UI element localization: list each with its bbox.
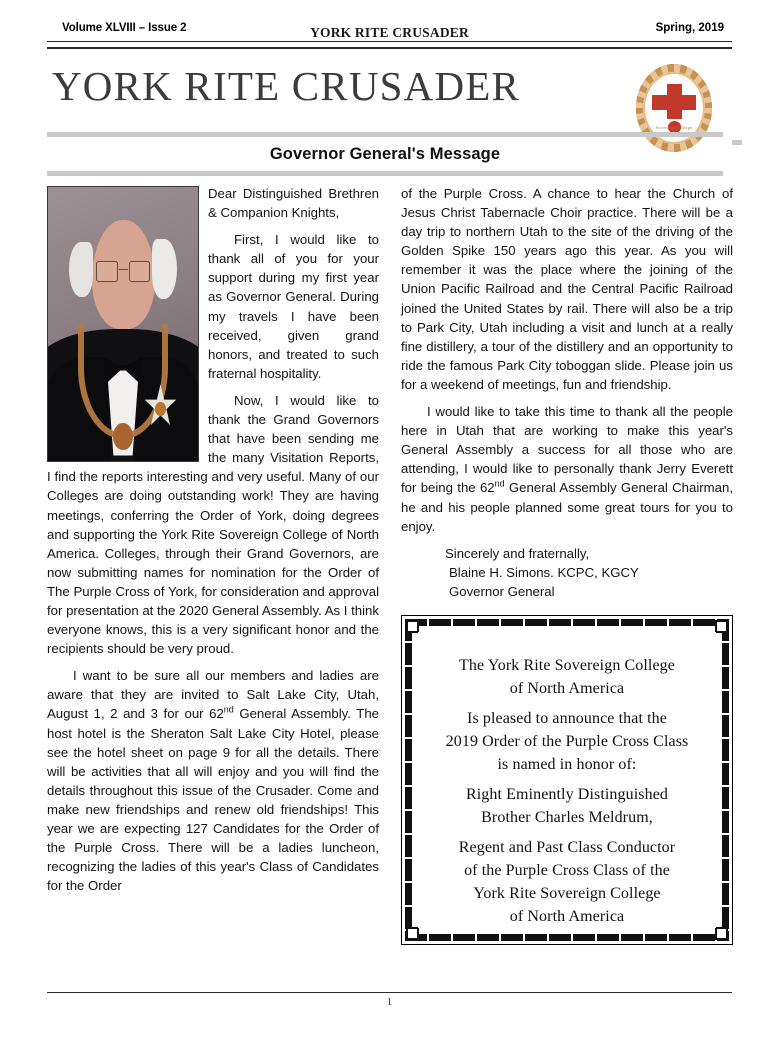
para4-pre: I would like to take this time to thank all the people here in Utah that are working to make this year's General Assembly a success for all those who are attending, I would like to personally thank Jerry Everett for being the 62 <box>401 404 733 496</box>
announcement-honoree-line-2: Brother Charles Meldrum, <box>481 808 653 826</box>
footer-rule <box>47 992 732 993</box>
announcement-corner-bottom-right <box>715 927 728 940</box>
announcement-intro-line-3: is named in honor of: <box>497 755 637 773</box>
governor-general-portrait <box>47 186 199 462</box>
letter-salutation: Dear Distinguished Brethren & Companion Knights, <box>208 186 379 221</box>
announcement-border-right <box>722 619 729 941</box>
announcement-org-line-2: of North America <box>509 679 625 697</box>
para4-post: General Assembly General Chairman, he and his people planned some great tours for you to enjoy. <box>401 480 733 534</box>
announcement-title-line-1: Regent and Past Class Conductor <box>458 838 676 856</box>
signature-name: Blaine H. Simons. KCPC, KGCY <box>449 564 639 580</box>
signature-closing: Sincerely and fraternally, <box>445 545 590 561</box>
announcement-title-line-3: York Rite Sovereign College <box>473 884 661 902</box>
page-footer <box>47 992 732 1008</box>
portrait-collar-jewel <box>113 423 133 450</box>
publication-name: YORK RITE CRUSADER <box>310 25 469 40</box>
purple-cross-class-announcement-box <box>401 615 733 945</box>
announcement-corner-top-right <box>715 620 728 633</box>
para4-ordinal-suffix: nd <box>494 479 505 490</box>
header-rule-thin <box>47 41 732 42</box>
divider-band-bottom <box>47 171 723 176</box>
announcement-title-line-4: of North America <box>509 907 625 925</box>
issue-date-label: Spring, 2019 <box>655 22 724 34</box>
letter-paragraph-4 <box>401 402 733 536</box>
portrait-eyeglass-left <box>96 261 118 282</box>
para3-pre: I want to be sure all our members and ladies are aware that they are invited to Salt Lake City, Utah, August 1, 2 and 3 for our 62 <box>47 668 379 722</box>
running-head <box>47 22 732 44</box>
york-rite-seal-icon <box>636 64 712 152</box>
column-left <box>47 184 379 945</box>
letter-paragraph-3-part-a <box>47 666 379 895</box>
header-rule-thick <box>47 47 732 49</box>
section-header-group <box>0 132 770 137</box>
announcement-title-line-2: of the Purple Cross Class of the <box>464 861 670 879</box>
seal-motto-top: Sovereign College <box>655 124 693 130</box>
page-number: 1 <box>386 997 393 1008</box>
column-right <box>401 184 733 945</box>
announcement-block-intro <box>418 707 716 776</box>
announcement-block-honoree-title <box>418 836 716 928</box>
announcement-spacer-3 <box>418 829 716 836</box>
portrait-hair-left <box>69 242 93 297</box>
portrait-eyeglass-bridge <box>119 269 128 270</box>
seal-cross-horizontal <box>652 95 696 111</box>
page-title: YORK RITE CRUSADER <box>52 63 521 109</box>
announcement-org-line-1: The York Rite Sovereign College <box>459 656 675 674</box>
announcement-spacer-2 <box>418 776 716 783</box>
masthead <box>0 62 770 130</box>
letter-paragraph-1: First, I would like to thank all of you for your support during my first year as Governor General. During my travels I have been received, given grand honors, and treated to such fraternal hospitality. <box>208 232 379 381</box>
divider-band-top <box>47 132 723 137</box>
announcement-block-organization <box>418 654 716 700</box>
portrait-hair-right <box>152 239 178 299</box>
announcement-border-top <box>405 619 729 626</box>
announcement-border-left <box>405 619 412 941</box>
announcement-intro-line-1: Is pleased to announce that the <box>467 709 667 727</box>
newsletter-page <box>0 22 770 1046</box>
signature-title: Governor General <box>449 583 555 599</box>
letter-paragraph-3-continued: of the Purple Cross. A chance to hear the Church of Jesus Christ Tabernacle Choir practice. There will be a day trip to northern Utah to the site of the driving of the Golden Spike 150 years ago this year. As you will remember it was the place where the joining of the Union Pacific Railroad and the Central Pacific Railroad joined the United States by rail. There will also be a trip to Park City, Utah including a visit and lunch at a really fine distillery, a tour of the distillery and an opportunity to ride the famous Park City toboggan slide. Please join us for a weekend of meetings, fun and friendship. <box>401 186 733 392</box>
portrait-eyeglass-right <box>129 261 151 282</box>
para3-ordinal-suffix: nd <box>223 705 234 716</box>
portrait-breast-star-center <box>155 402 166 416</box>
volume-issue-label: Volume XLVIII – Issue 2 <box>62 22 187 34</box>
article-columns <box>47 184 732 945</box>
announcement-spacer-1 <box>418 700 716 707</box>
letter-paragraph-2: Now, I would like to thank the Grand Governors that have been sending me the many Visitation Reports, I find the reports interesting and very useful. Many of our Colleges are doing outstanding work! They are having meetings, conferring the Order of York, doing degrees and supporting the York Rite Sovereign College of North America. Colleges, through their Grand Governors, are now submitting names for nomination for the Order of The Purple Cross of York, for consideration and approval for presentation at the 2020 General Assembly. As I think everyone knows, this is a very significant honor and the recipients should be very proud. <box>47 392 379 657</box>
announcement-content <box>418 632 716 928</box>
announcement-honoree-line-1: Right Eminently Distinguished <box>465 785 668 803</box>
para3-post: General Assembly. The host hotel is the Sheraton Salt Lake City Hotel, please see the hotel sheet on page 9 for all the details. There will be activities that all will enjoy and you will find the details throughout this issue of the Crusader. Come and make new friendships and renew old friendships! This year we are expecting 127 Candidates for the Order of the Purple Cross. There will be a ladies luncheon, recognizing the ladies of this year's Class of Candidates for the Order <box>47 706 379 894</box>
announcement-block-honoree <box>418 783 716 829</box>
seal-field <box>649 78 699 138</box>
announcement-intro-line-2: 2019 Order of the Purple Cross Class <box>445 732 689 750</box>
divider-band-stub <box>732 140 742 145</box>
announcement-border-bottom <box>405 934 729 941</box>
announcement-corner-bottom-left <box>406 927 419 940</box>
section-heading: Governor General's Message <box>269 145 501 163</box>
